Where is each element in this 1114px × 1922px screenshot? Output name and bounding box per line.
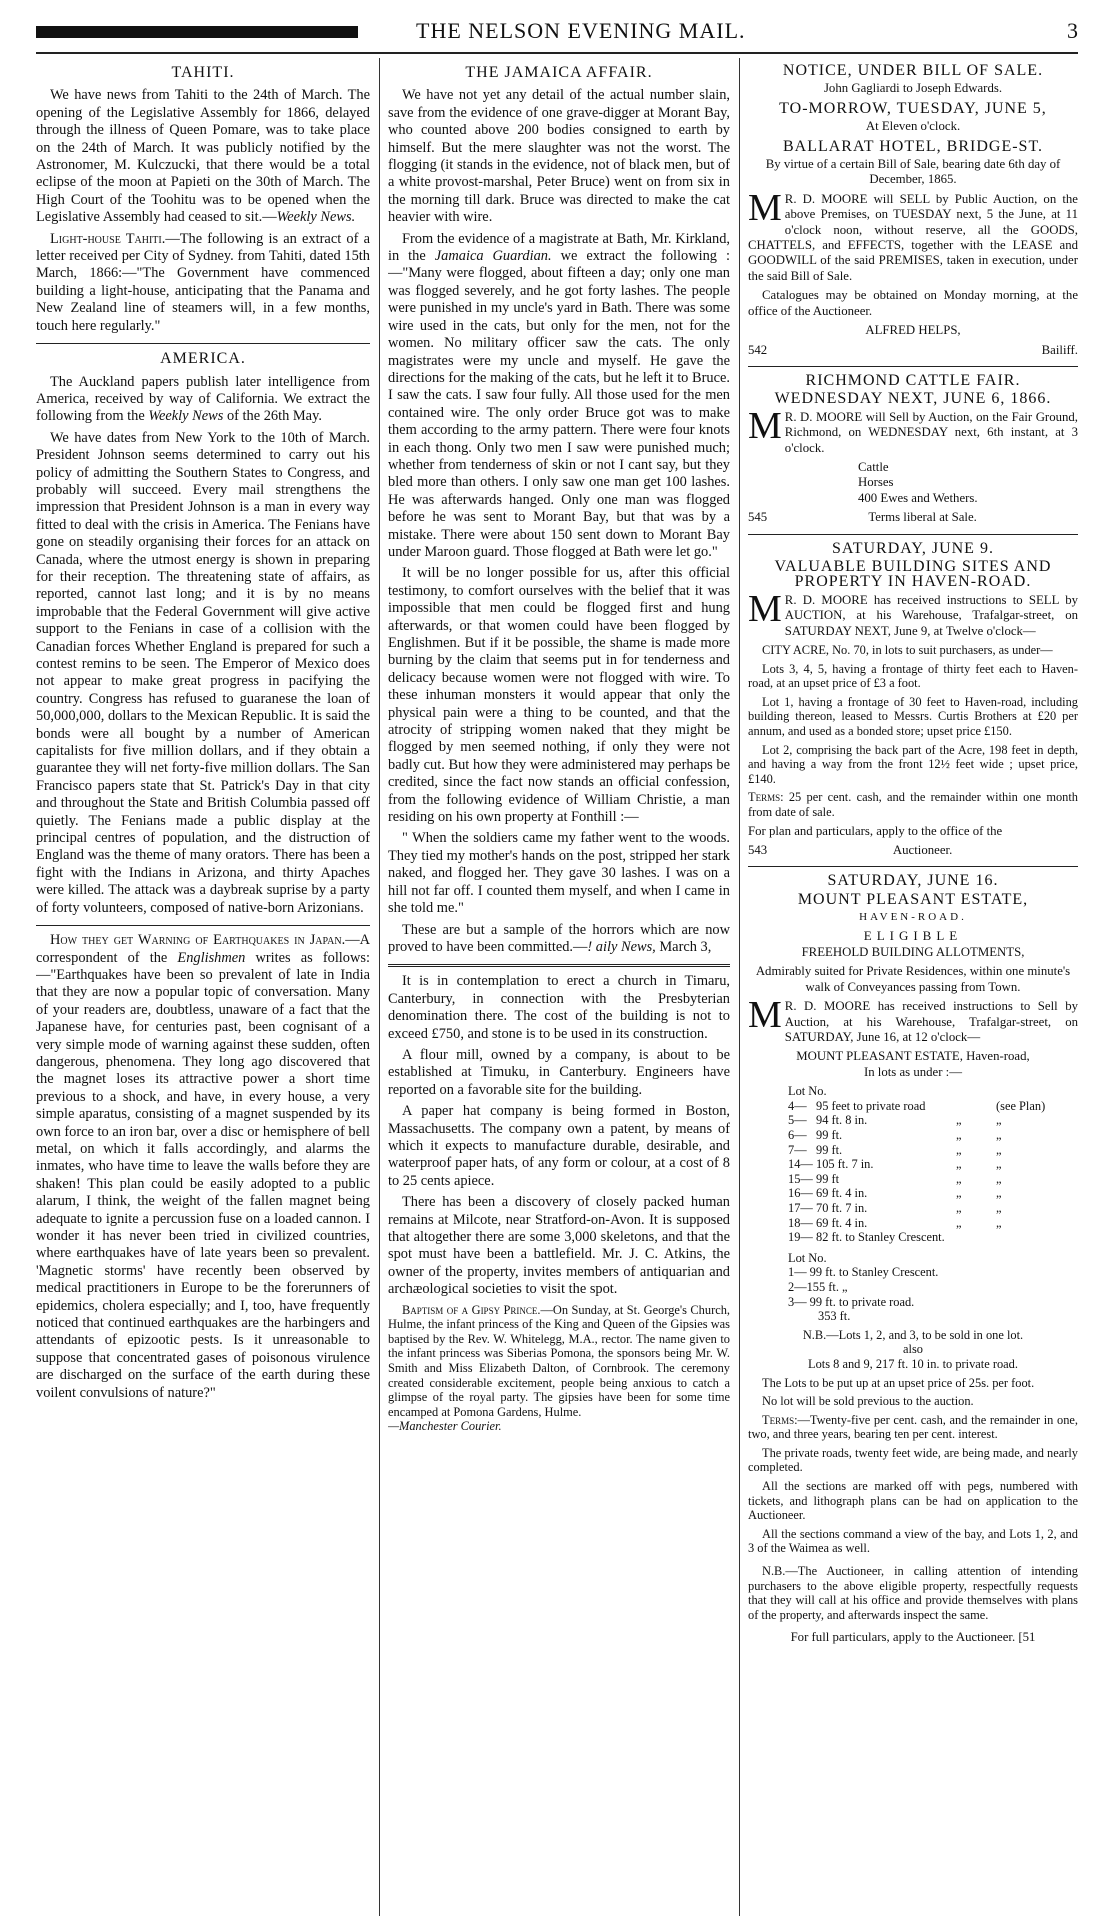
bill-venue: BALLARAT HOTEL, BRIDGE-ST.: [782, 137, 1044, 155]
haven-date: SATURDAY, JUNE 9.: [832, 539, 994, 557]
haven-lot: Lots 3, 4, 5, having a frontage of thirty feet each to Haven-road, at an upset price of £3 a foot.: [748, 661, 1078, 691]
richmond-items: Cattle Horses 400 Ewes and Wethers.: [858, 459, 978, 505]
lot-row: [748, 1172, 1078, 1187]
bill-date: TO-MORROW, TUESDAY, JUNE 5,: [779, 99, 1047, 117]
lot-row: [748, 1230, 1078, 1245]
mount-upset: The Lots to be put up at an upset price of 25s. per foot.: [762, 1375, 1035, 1390]
remains-para: There has been a discovery of closely packed human remains at Milcote, near Stratford-on-Avon. It is supposed that altogether there are some 3,000 skeletons, and that the spot must have been a battlefield. Mr. J. C. Atkins, the owner of the property, invites members of antiquarian and archæological societies to visit the spot.: [388, 1194, 730, 1298]
column-2: [388, 60, 730, 1916]
lot-cell: 94 ft. 8 in.: [816, 1113, 868, 1128]
bill-parties: John Gagliardi to Joseph Edwards.: [823, 81, 1003, 96]
mount-sub: HAVEN-ROAD.: [859, 911, 967, 924]
jamaica-para-5: These are but a sample of the horrors which are now proved to have been committed.—! aily News, March 3,: [388, 921, 730, 955]
section-rule: [36, 343, 370, 344]
lot-cell: 105 ft. 7 in.: [816, 1157, 874, 1172]
lot-cell: „: [956, 1171, 962, 1186]
lot-cell: 16—: [788, 1186, 813, 1201]
lot-cell: 7—: [788, 1142, 807, 1157]
haven-heading: VALUABLE BUILDING SITES AND PROPERTY IN HAVEN-ROAD.: [774, 557, 1052, 591]
masthead: [36, 14, 1078, 50]
mount-final: For full particulars, apply to the Auctioneer. [51: [790, 1630, 1036, 1645]
drop-cap: M: [748, 186, 782, 229]
richmond-footer: 545 Terms liberal at Sale.: [748, 510, 977, 525]
drop-cap: M: [748, 404, 782, 447]
lot-row: [748, 1157, 1078, 1172]
lot-cell: „: [996, 1113, 1002, 1128]
jamaica-para-3: It will be no longer possible for us, after this official testimony, to comfort ourselves with the belief that it was impossible that men could be flogged first and hung afterwards, or that women could have been flogged by Englishmen. But if it be possible, the shame is made more burning by the claim that seems put in for tenderness and delicacy because women were not flogged with wire. To these inhuman monsters it would appear that only the physical pain were a thing to be counted, and that the atrocity of stripping women naked that they might be flogged by men seemed nothing, if only they were not badly cut. But how they were administered may perhaps be credited, since the fact now stands an official confession, from the following evidence of William Christie, a man residing on his own property at Fonthill :—: [388, 565, 730, 826]
mount-pegs: All the sections are marked off with pegs, numbered with tickets, and lithograph plans can be had on application to the Auctioneer.: [748, 1479, 1078, 1523]
america-heading: AMERICA.: [160, 350, 246, 368]
gipsy-para: Baptism of a Gipsy Prince.—On Sunday, at St. George's Church, Hulme, the infant princess of the King and Queen of the Gipsies was baptised by the Rev. W. Whitelegg, M.A., rector. The name given to the infant princess was Siberias Pomona, the sponsors being Mr. W. Smith and Miss Elizabeth Dalton, of Cornbrook. The ceremony created considerable excitement, people being anxious to catch a glimpse of the royal party. The gipsies have been for some time encamped at Pomona Gardens, Hulme. —Manchester Courier.: [388, 1302, 730, 1434]
section-rule: [36, 925, 370, 926]
jamaica-para-4: " When the soldiers came my father went to the woods. They tied my mother's hands on the post, stripped her stark naked, and flogged her. They gave 30 lashes. I was on a hill not far off. I counted them myself, and when I came in she told me.": [388, 830, 730, 917]
paper-hat-para: A paper hat company is being formed in Boston, Massachusetts. The company own a patent, by means of which it expects to manufacture durable, desirable, and waterproof paper hats, of any form or colour, at a cost of 8 to 25 cents apiece.: [388, 1103, 730, 1189]
mount-terms: Terms:—Twenty-five per cent. cash, and the remainder in one, two, and three years, bearing ten per cent. interest.: [748, 1412, 1078, 1442]
column-divider: [739, 58, 740, 1916]
lot-row: [748, 1128, 1078, 1143]
section-rule: [748, 366, 1078, 367]
lot-cell: „: [996, 1157, 1002, 1172]
drop-cap: M: [748, 994, 782, 1037]
lot-cell: „: [996, 1215, 1002, 1230]
lot-cell: 69 ft. 4 in.: [816, 1215, 868, 1230]
lot-cell: [956, 1099, 996, 1114]
lot-cell: 99 ft: [816, 1171, 840, 1186]
haven-lot: Lot 2, comprising the back part of the Acre, 198 feet in depth, and having a way from the front 12½ feet wide ; upset price, £140.: [748, 742, 1078, 786]
richmond-body: M R. D. MOORE will Sell by Auction, on the Fair Ground, Richmond, on WEDNESDAY next, 6th instant, at 3 o'clock.: [748, 404, 1078, 455]
lot-cell: „: [996, 1200, 1002, 1215]
section-rule: [388, 964, 730, 967]
lot-cell: (see Plan): [996, 1098, 1046, 1113]
lot-row: [748, 1201, 1078, 1216]
lot-cell: 4—: [788, 1098, 807, 1113]
lot-row: 2—155 ft. „: [788, 1279, 848, 1294]
lot-cell: „: [996, 1186, 1002, 1201]
lot-row: [748, 1143, 1078, 1158]
bill-authority: By virtue of a certain Bill of Sale, bearing date 6th day of December, 1865.: [765, 157, 1061, 187]
mount-date: SATURDAY, JUNE 16.: [827, 872, 999, 890]
lot-cell: 15—: [788, 1171, 813, 1186]
america-intro: The Auckland papers publish later intelligence from America, received by way of California. We extract the following from the Weekly News of the 26th May.: [36, 373, 370, 425]
haven-lot: Lot 1, having a frontage of 30 feet to Haven-road, including building thereon, leased to Messrs. Curtis Brothers at £20 per annum, and used as a bonded store; upset price £150.: [748, 694, 1078, 738]
tahiti-heading: TAHITI.: [171, 64, 235, 81]
mount-view: All the sections command a view of the bay, and Lots 1, 2, and 3 of the Waimea as well.: [748, 1526, 1078, 1556]
top-rule: [36, 52, 1078, 54]
jamaica-para-2: From the evidence of a magistrate at Bath, Mr. Kirkland, in the Jamaica Guardian. we extract the following :—"Many were flogged, about fifteen a day; only one man was flogged severely, and he got forty lashes. The people were punished in my uncle's yard in Bath. There was some wire used in the cats, but only for the men, not for the women. No military officer saw the cats. The only magistrates were my uncle and myself. He gave the directions for the making of the cats, but he left it to Bruce. I saw the cats. I saw four fully. All those used for the men contained wire. The only order Bruce got was to make them according to the army pattern. There were four knots in each thong. Only two men I saw were punished much; whether from tenderness of skin or not I cant say, but they bled more than others. I only saw one man get 100 lashes. He was afterwards hanged. Only one man was flogged before he was sent to Morant Bay, but that was by a mistake. There were about 150 sent down to Morant Bay under Maroon guard. Those flogged at Bath were let go.": [388, 230, 730, 560]
lot-row: [748, 1113, 1078, 1128]
lot-cell: „: [956, 1128, 962, 1142]
bill-body: M R. D. MOORE will SELL by Public Auction, on the above Premises, on TUESDAY next, 5 the June, at 11 o'clock noon, without reserve, all the GOODS, CHATTELS, and EFFECTS, together with the LEASE and GOODWILL of the said PREMISES, taken in execution, under the said Bill of Sale.: [748, 186, 1078, 283]
section-rule: [748, 866, 1078, 867]
column-divider: [379, 58, 380, 1916]
lot-cell: 5—: [788, 1113, 807, 1128]
lot-no-label: Lot No.: [788, 1250, 827, 1265]
drop-cap: M: [748, 587, 782, 630]
mount-body: M R. D. MOORE has received instructions to Sell by Auction, at his Warehouse, Trafalgar-street, on SATURDAY, June 16, at 12 o'clock—: [748, 994, 1078, 1044]
flour-mill-para: A flour mill, owned by a company, is about to be established at Timuku, in Canterbury. Engineers have reported on a favorable site for the building.: [388, 1046, 730, 1098]
mount-estate: MOUNT PLEASANT ESTATE, Haven-road,: [796, 1049, 1030, 1064]
column-3: [748, 60, 1078, 1916]
richmond-heading: RICHMOND CATTLE FAIR.: [805, 371, 1021, 389]
lot-cell: 18—: [788, 1215, 813, 1230]
lot-cell: 82 ft. to Stanley Crescent.: [816, 1230, 945, 1245]
mount-lots89: Lots 8 and 9, 217 ft. 10 in. to private road.: [808, 1356, 1018, 1371]
mount-roads: The private roads, twenty feet wide, are being made, and nearly completed.: [748, 1445, 1078, 1475]
bill-catalogues: Catalogues may be obtained on Monday morning, at the office of the Auctioneer.: [748, 288, 1078, 318]
lot-row: [748, 1216, 1078, 1231]
lot-cell: 69 ft. 4 in.: [816, 1186, 868, 1201]
section-rule: [748, 534, 1078, 535]
church-para: It is in contemplation to erect a church in Timaru, Canterbury, in connection with the Presbyterian denomination there. The cost of the building is not to exceed £750, and stone is to be used in its construction.: [388, 973, 730, 1042]
lot-cell: 6—: [788, 1128, 807, 1142]
mount-freehold: FREEHOLD BUILDING ALLOTMENTS,: [801, 944, 1025, 959]
lot-cell: 14—: [788, 1157, 813, 1172]
lot-row: [748, 1099, 1078, 1114]
america-para: We have dates from New York to the 10th of March. President Johnson seems determined to carry out his policy of admitting the Southern States to Congress, and probably will succeed. Every mail strengthens the impression that President Johnson is a man in every way fitted to deal with the crisis in America. The Fenians have gone on steadily organising their forces for an attack on Canada, where the utmost energy is shown in preparing for their reception. The threatening state of affairs, as reported, cannot last long; and it is by no means improbable that the Federal Government will give active support to the Fenians in case of a collision with the Canadian forces Whether England is prepared for such a contest remins to be seen. The Emperor of Mexico does not appear to make great progress in pacifying the country. Congress has refused to guaranese the loan of 50,000,000, dollars to the Mexican Republic. It is said the bonds were all bought by a number of American capitalists for five million dollars, and if they obtain a guarantee they will net forty-five million dollars. The San Francisco papers state that St. Patrick's Day in that city and throughout the State and British Columbia passed off quietly. The Fenians made a public display at the principal centres of population, and the distruction of England was the theme of many orators. There has been a fight with the Indians in Arizona, and thirty Apaches were killed. The attack was a daybreak suprise by a party of forty volunteers, composed of native-born Arizonians.: [36, 429, 370, 916]
lot-cell: „: [996, 1142, 1002, 1157]
earthquakes-para: How they get Warning of Earthquakes in Japan.—A correspondent of the Englishmen writes as follows:—"Earthquakes have been so prevalent of late in India that they are now a popular topic of conversation. Many of your readers are, doubtless, unaware of a fact that the Japanese have, for centuries past, been cognisant of a very simple mode of warning against these sudden, often dangerous, phenomena. They long ago discovered that the magnet loses its attractive power a short time previous to a shock, and have, in every house, a very simple aparatus, consisting of a magnet suspended by its own force to an iron bar, over a disc or hemisphere of bell metal, on which it falls accordingly, and alarms the inmates, who have time to leave the walls before they are shaken! This plan could be easily adopted to a public alarum, I think, the weight of the fallen magnet being adequate to ignite a percussion fuse on a loaded cannon. I wonder it has never been tried in civilized countries, where earthquakes have of late years been so prevalent. 'Magnetic storms' have recently been observed by medical practitioners in Europe to be the forerunners of epidemics, cholera especially; and I, too, have frequently noticed that continued earthquakes are the harbingers and attendants of epizootic pests. Is it unreasonable to suppose that concentrated gases of poisonous virulence are discharged on the surface of the earth during these voilent convulsions of nature?": [36, 932, 370, 1401]
haven-plan: For plan and particulars, apply to the office of the: [748, 823, 1003, 838]
lot-row: 1— 99 ft. to Stanley Crescent.: [788, 1265, 939, 1280]
mount-heading: MOUNT PLEASANT ESTATE,: [797, 890, 1029, 908]
lot-cell: 99 ft.: [816, 1128, 843, 1142]
mount-nb1: N.B.—Lots 1, 2, and 3, to be sold in one lot.: [802, 1327, 1024, 1342]
haven-terms: Terms: 25 per cent. cash, and the remainder within one month from date of sale.: [748, 790, 1078, 819]
bill-of-sale-heading: NOTICE, UNDER BILL OF SALE.: [782, 62, 1044, 79]
lot-cell: „: [956, 1157, 962, 1172]
page-number: 3: [1067, 18, 1078, 43]
lot-cell: „: [956, 1200, 962, 1215]
lot-cell: „: [956, 1113, 962, 1128]
mount-also: also: [903, 1342, 923, 1357]
lot-cell: 95 feet to private road: [816, 1098, 926, 1113]
mount-in-lots: In lots as under :—: [863, 1064, 963, 1079]
lot-cell: 99 ft.: [816, 1142, 843, 1157]
lot-row: 3— 99 ft. to private road.: [788, 1294, 915, 1309]
lot-total: 353 ft.: [818, 1309, 851, 1324]
lot-cell: „: [996, 1171, 1002, 1186]
mount-no-lot: No lot will be sold previous to the auction.: [762, 1394, 974, 1409]
lots-table: [748, 1099, 1078, 1245]
lot-cell: „: [956, 1186, 962, 1201]
lot-cell: 19—: [788, 1230, 813, 1245]
lot-cell: [956, 1230, 996, 1245]
bill-footer: 542 Bailiff.: [748, 342, 1078, 357]
jamaica-para-1: We have not yet any detail of the actual number slain, save from the evidence of one grave-digger at Morant Bay, who counted above 200 bodies consigned to earth by himself. But the mere slaughter was not the worst. The flogging (it stands in the evidence, not of black men, but of a white provost-marshal, Peter Bruce) went on from six in the morning till dark. Bruce was directed to make the cat heavier with wire.: [388, 87, 730, 226]
lot-row: [748, 1186, 1078, 1201]
jamaica-heading: THE JAMAICA AFFAIR.: [465, 64, 653, 81]
mount-eligible: ELIGIBLE: [863, 927, 963, 943]
lot-no-label: Lot No.: [788, 1084, 827, 1099]
mount-nb2: N.B.—The Auctioneer, in calling attention of intending purchasers to the above eligible property, respectfully requests that they will call at his office and provide themselves with plans of the property, and afterwards inspect the same.: [748, 1564, 1078, 1622]
lighthouse-para: Light-house Tahiti.—The following is an extract of a letter received per City of Sydney. from Tahiti, dated 15th March, 1866:—"The Government have commenced building a light-house, anticipating that the Panama and New Zealand line of steamers will, in a few months, touch here regularly.": [36, 230, 370, 334]
masthead-bar: [36, 26, 358, 38]
lot-cell: „: [996, 1128, 1002, 1142]
lot-cell: „: [956, 1215, 962, 1230]
column-1: [36, 60, 370, 1916]
lot-cell: [996, 1230, 1078, 1245]
haven-footer: 543 Auctioneer.: [748, 842, 953, 857]
haven-lot: CITY ACRE, No. 70, in lots to suit purchasers, as under—: [762, 643, 1053, 657]
haven-body: M R. D. MOORE has received instructions to SELL by AUCTION, at his Warehouse, Trafalgar-street, on SATURDAY NEXT, June 9, at Twelve o'clock—: [748, 587, 1078, 638]
mount-suited: Admirably suited for Private Residences, within one minute's walk of Conveyances passing from Town.: [755, 964, 1071, 994]
bill-time: At Eleven o'clock.: [865, 119, 961, 134]
bill-signer: ALFRED HELPS,: [865, 323, 961, 338]
tahiti-para: We have news from Tahiti to the 24th of March. The opening of the Legislative Assembly for 1866, delayed through the illness of Queen Pomare, was to take place on the 24th of March. It was publicly notified by the Astronomer, M. Kulczucki, that there would be a total eclipse of the moon at Papieti on the 30th of March. The High Court of the Toohitu was to be opened when the Legislative Assembly had ceased to sit.—Weekly News.: [36, 87, 370, 226]
masthead-title: THE NELSON EVENING MAIL.: [416, 18, 746, 43]
richmond-date: WEDNESDAY NEXT, JUNE 6, 1866.: [774, 390, 1052, 408]
lot-cell: „: [956, 1142, 962, 1157]
lot-cell: 70 ft. 7 in.: [816, 1200, 868, 1215]
lot-cell: 17—: [788, 1200, 813, 1215]
